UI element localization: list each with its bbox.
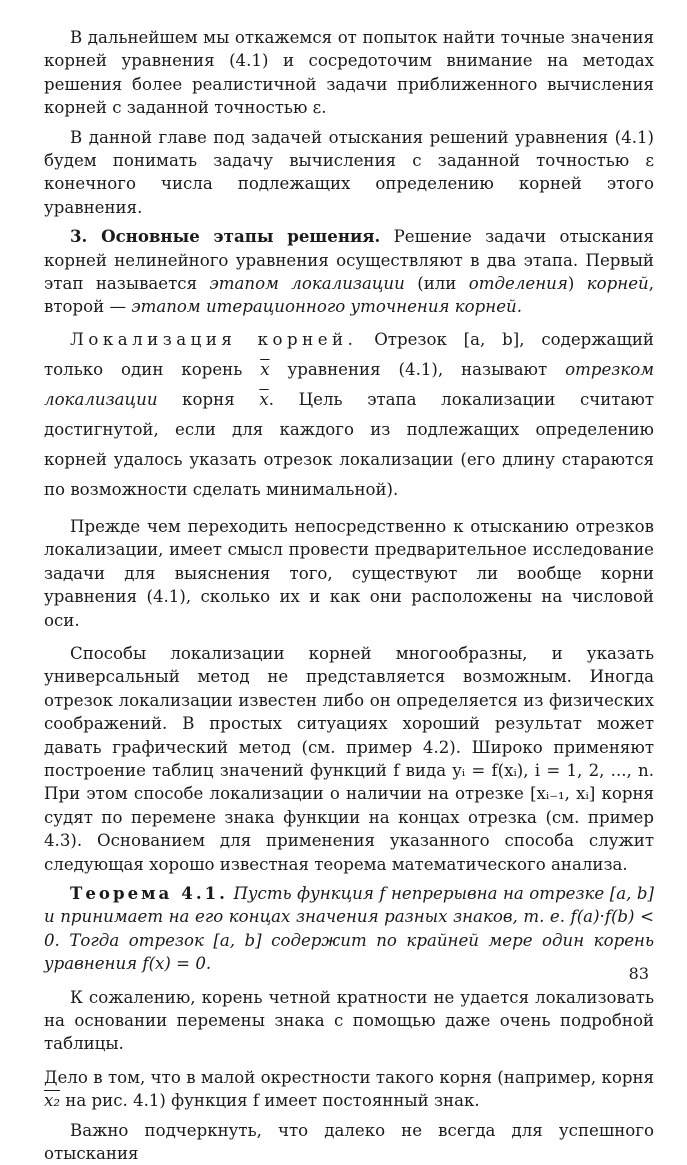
page-number: 83	[628, 964, 649, 983]
text-span: . Цель этапа локализации считают достигнутой, если для каждого из подлежащих определению корней удалось указать отрезок локализации (его длину стараются по возможности сделать минимальной).	[44, 389, 654, 499]
text-span: Дело в том, что в малой окрестности такого корня (например, корня	[44, 1067, 654, 1087]
theorem-statement: Пусть функция f непрерывна на отрезке [a, b] и принимает на его концах значения разных знаков, т. е. f(a)·f(b) < 0. Тогда отрезок [a, b] содержит по крайней мере один корень уравнения f(x) = 0.	[44, 883, 654, 974]
text-span: , второй —	[44, 274, 655, 317]
text-span: на рис. 4.1) функция f имеет постоянный знак.	[60, 1091, 480, 1111]
paragraph-9	[44, 1066, 654, 1113]
text-span: Отрезок [a, b], содержащий только один корень	[44, 329, 654, 379]
term-localization-segment: отрезком локализации	[44, 359, 655, 409]
paragraph-5: Прежде чем переходить непосредственно к отысканию отрезков локализации, имеет смысл провести предварительное исследование задачи для выяснения того, существуют ли вообще корни уравнения (4.1), сколько их и как они расположены на числовой оси.	[44, 516, 654, 630]
paragraph-1: В дальнейшем мы откажемся от попыток найти точные значения корней уравнения (4.1) и сосредоточим внимание на методах решения более реалистичной задачи приближенного вычисления корней с заданной точностью ε.	[44, 28, 654, 118]
term-iterative-refinement: этапом итерационного уточнения корней.	[131, 297, 523, 317]
text-span: корня	[157, 389, 260, 409]
x2-bar-symbol: x₂	[44, 1091, 61, 1111]
text-span: уравнения (4.1), называют	[269, 359, 566, 379]
term-roots: корней	[586, 274, 649, 294]
section-heading: 3. Основные этапы решения.	[70, 226, 381, 247]
term-separation: отделения	[468, 274, 568, 294]
paragraph-10: Важно подчеркнуть, что далеко не всегда для успешного отыскания	[44, 1120, 654, 1164]
spaced-heading: Локализация корней.	[70, 329, 358, 349]
page-body	[44, 26, 654, 1165]
text-span: (или	[404, 274, 469, 294]
term-localization-stage: этапом локализации	[209, 274, 405, 294]
paragraph-2: В данной главе под задачей отыскания решений уравнения (4.1) будем понимать задачу вычисления с заданной точностью ε конечного числа подлежащих определению корней этого уравнения.	[44, 127, 654, 217]
x-bar-symbol: $\overline{x}$	[260, 359, 270, 379]
theorem-label: Теорема 4.1.	[70, 882, 228, 903]
text-span: )	[567, 274, 587, 294]
paragraph-6: Способы локализации корней многообразны, и указать универсальный метод не представляется возможным. Иногда отрезок локализации известен либо он определяется из физических соображений. В простых ситуациях хороший результат может давать графический метод (см. пример 4.2). Широко применяют построение таблиц значений функций f вида yᵢ = f(xᵢ), i = 1, 2, ..., n. При этом способе локализации о наличии на отрезке [xᵢ₋₁, xᵢ] корня судят по перемене знака функции на концах отрезка (см. пример 4.3). Основанием для применения указанного способа служит следующая хорошо известная теорема математического анализа.	[44, 643, 654, 874]
x-bar-symbol: $\overline{x}$	[259, 389, 269, 409]
paragraph-root-localization	[44, 325, 654, 505]
paragraph-8: К сожалению, корень четной кратности не удается локализовать на основании перемены знака с помощью даже очень подробной таблицы.	[44, 987, 654, 1054]
paragraph-main-stages	[44, 225, 654, 319]
theorem-4-1	[44, 882, 654, 976]
text-span: Решение задачи отыскания корней нелинейного уравнения осуществляют в два этапа. Первый этап называется	[44, 227, 654, 294]
